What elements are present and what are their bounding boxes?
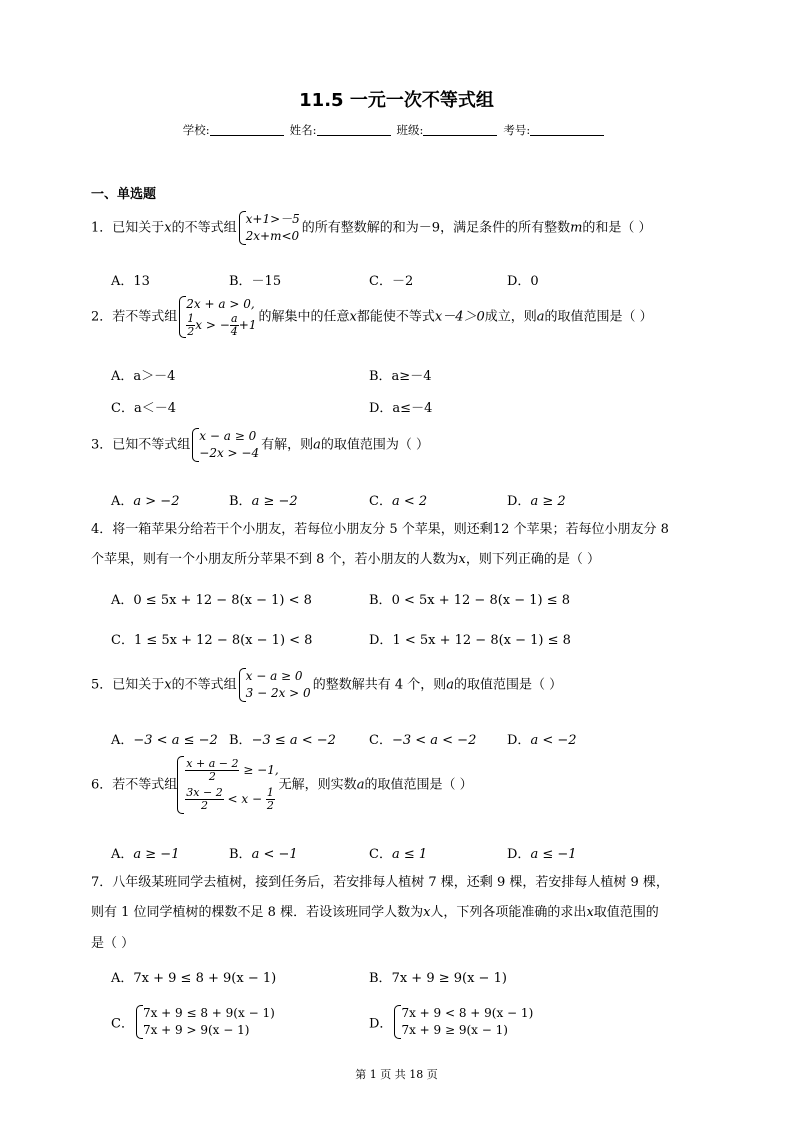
inequality-system: 7x + 9 ≤ 8 + 9(x − 1) 7x + 9 > 9(x − 1): [136, 1005, 275, 1039]
q6-option-b[interactable]: B．a < −1: [229, 847, 298, 862]
q1-option-b[interactable]: B．－15: [229, 274, 282, 289]
q7-option-b[interactable]: B．7x + 9 ≥ 9(x − 1): [369, 971, 507, 986]
q4-option-d[interactable]: D．1 < 5x + 12 − 8(x − 1) ≤ 8: [369, 633, 571, 648]
q3-option-c[interactable]: C．a < 2: [369, 494, 428, 509]
inequality-system: 2x + a > 0, $\frac{1}{2}$ x > − $\frac{a}{4}$ +1: [179, 296, 256, 338]
q7-option-d[interactable]: D． 7x + 9 < 8 + 9(x − 1) 7x + 9 ≥ 9(x − 1): [369, 1006, 534, 1037]
q1-option-d[interactable]: D．0: [507, 274, 539, 289]
q2-option-c[interactable]: C．a＜－4: [111, 401, 176, 416]
q2-option-a[interactable]: A．a＞－4: [111, 369, 176, 384]
question-7-line-2: 则有 1 位同学植树的棵数不足 8 棵．若设该班同学人数为x人，下列各项能准确的求出x取值范围的: [91, 905, 659, 920]
page-footer: 第 1 页 共 18 页: [355, 1068, 438, 1081]
class-label: 班级:: [396, 123, 424, 137]
q3-option-d[interactable]: D．a ≥ 2: [507, 494, 566, 509]
school-blank: [210, 123, 284, 136]
q6-option-d[interactable]: D．a ≤ −1: [507, 847, 577, 862]
page-title: 11.5 一元一次不等式组: [299, 90, 494, 111]
inequality-system: x − a ≥ 0 3 − 2x > 0: [239, 668, 311, 702]
q5-option-d[interactable]: D．a < −2: [507, 733, 577, 748]
student-info-line: [0, 122, 793, 138]
q7-option-a[interactable]: A．7x + 9 ≤ 8 + 9(x − 1): [111, 971, 277, 986]
inequality-system: 7x + 9 < 8 + 9(x − 1) 7x + 9 ≥ 9(x − 1): [394, 1005, 533, 1039]
exam-no-blank: [530, 123, 604, 136]
school-label: 学校:: [182, 123, 210, 137]
q4-option-c[interactable]: C．1 ≤ 5x + 12 − 8(x − 1) < 8: [111, 633, 313, 648]
class-blank: [423, 123, 497, 136]
q6-option-a[interactable]: A．a ≥ −1: [111, 847, 180, 862]
name-label: 姓名:: [289, 123, 317, 137]
exam-no-label: 考号:: [503, 123, 531, 137]
question-2: 2．若不等式组 2x + a > 0, $\frac{1}{2}$ x > − $\frac{a}{4}$ +1 的解集中的任意x都能使不等式x－4＞0成立，则a的取值范围是（ ）: [91, 297, 653, 338]
section-heading: 一、单选题: [91, 187, 157, 202]
question-4-line-1: 4．将一箱苹果分给若干个小朋友，若每位小朋友分 5 个苹果，则还剩12 个苹果；若每位小朋友分 8: [91, 522, 669, 537]
question-1: 1．已知关于x的不等式组 x+1>－5 2x+m<0 的所有整数解的和为－9，满足条件的所有整数m的和是（ ）: [91, 212, 652, 243]
question-3: 3．已知不等式组 x − a ≥ 0 −2x > −4 有解，则a的取值范围为（ ）: [91, 429, 430, 460]
q1-option-a[interactable]: A．13: [111, 274, 150, 289]
q5-option-b[interactable]: B．−3 ≤ a < −2: [229, 733, 336, 748]
q6-option-c[interactable]: C．a ≤ 1: [369, 847, 428, 862]
inequality-system: x − a ≥ 0 −2x > −4: [192, 428, 259, 462]
question-7-line-3: 是（ ）: [91, 936, 135, 951]
q4-option-a[interactable]: A．0 ≤ 5x + 12 − 8(x − 1) < 8: [111, 593, 312, 608]
question-5: 5．已知关于x的不等式组 x − a ≥ 0 3 − 2x > 0 的整数解共有 4 个，则a的取值范围是（ ）: [91, 669, 563, 700]
q5-option-a[interactable]: A．−3 < a ≤ −2: [111, 733, 218, 748]
inequality-system: $\frac{x + a - 2}{2}$ ≥ −1, $\frac{3x - 2}{2}$ < x − $\frac{1}{2}$: [177, 756, 278, 814]
question-6: 6．若不等式组 $\frac{x + a - 2}{2}$ ≥ −1, $\frac{3x - 2}{2}$ < x − $\frac{1}{2}$ 无解，则实数a的取值范围是（ ）: [91, 757, 473, 812]
q4-option-b[interactable]: B．0 < 5x + 12 − 8(x − 1) ≤ 8: [369, 593, 571, 608]
q5-option-c[interactable]: C．−3 < a < −2: [369, 733, 477, 748]
q1-option-c[interactable]: C．－2: [369, 274, 414, 289]
q3-option-a[interactable]: A．a > −2: [111, 494, 180, 509]
q2-option-b[interactable]: B．a≥－4: [369, 369, 432, 384]
q7-option-c[interactable]: C． 7x + 9 ≤ 8 + 9(x − 1) 7x + 9 > 9(x − 1): [111, 1006, 275, 1037]
name-blank: [317, 123, 391, 136]
question-4-line-2: 个苹果，则有一个小朋友所分苹果不到 8 个，若小朋友的人数为x，则下列正确的是（ ）: [91, 552, 601, 567]
inequality-system: x+1>－5 2x+m<0: [239, 211, 300, 245]
q3-option-b[interactable]: B．a ≥ −2: [229, 494, 298, 509]
question-7-line-1: 7．八年级某班同学去植树，接到任务后，若安排每人植树 7 棵，还剩 9 棵，若安排每人植树 9 棵，: [91, 875, 669, 890]
q2-option-d[interactable]: D．a≤－4: [369, 401, 433, 416]
